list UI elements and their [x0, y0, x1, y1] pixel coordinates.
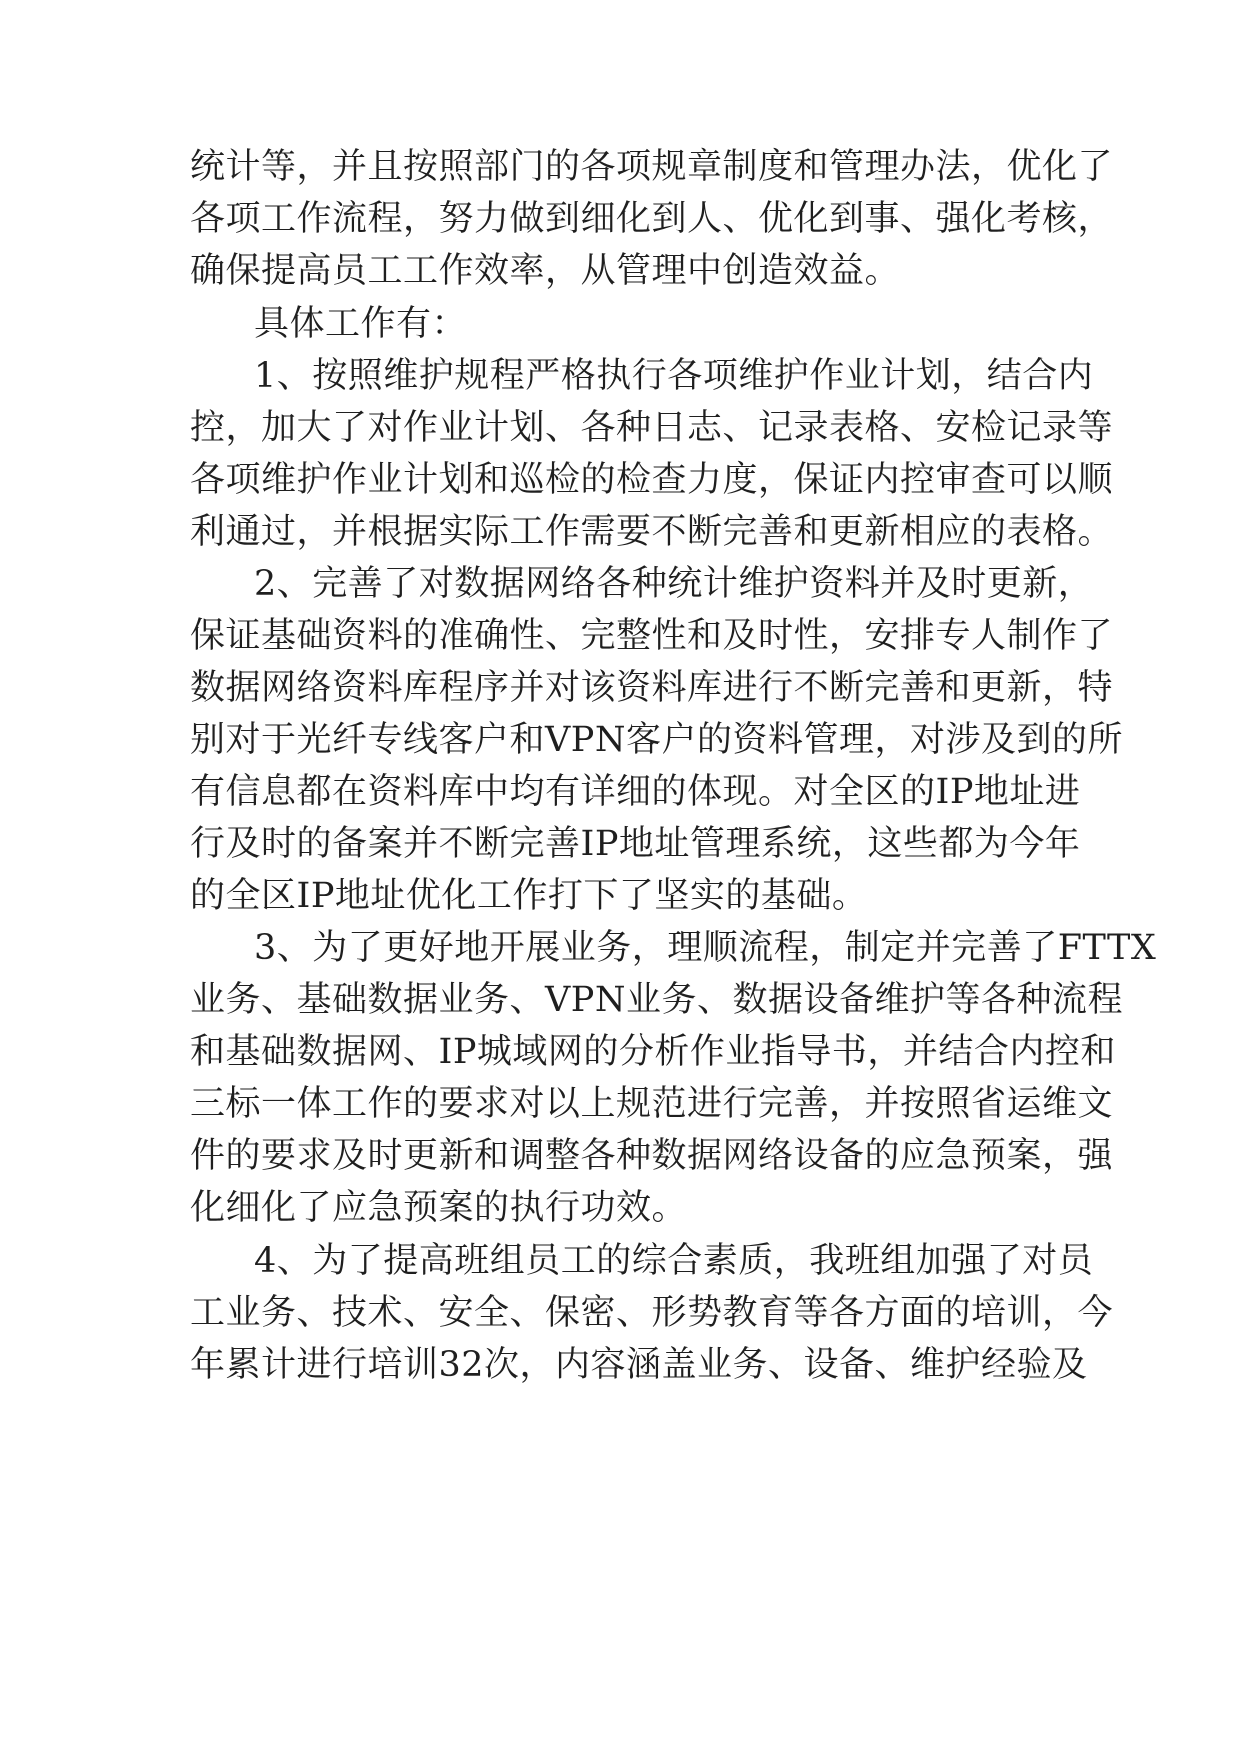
text-line: 年累计进行培训32次，内容涵盖业务、设备、维护经验及	[190, 1345, 1088, 1385]
text-line: 三标一体工作的要求对以上规范进行完善，并按照省运维文	[190, 1084, 1114, 1124]
text-line: 控，加大了对作业计划、各种日志、记录表格、安检记录等	[190, 408, 1114, 448]
text-line: 各项工作流程，努力做到细化到人、优化到事、强化考核，	[190, 199, 1114, 239]
text-line: 4、为了提高班组员工的综合素质，我班组加强了对员	[254, 1241, 1094, 1281]
text-line: 确保提高员工工作效率，从管理中创造效益。	[190, 251, 901, 291]
text-line: 行及时的备案并不断完善IP地址管理系统，这些都为今年	[190, 824, 1081, 864]
text-line: 2、完善了对数据网络各种统计维护资料并及时更新，	[254, 564, 1094, 604]
text-line: 统计等，并且按照部门的各项规章制度和管理办法，优化了	[190, 147, 1114, 187]
text-line: 保证基础资料的准确性、完整性和及时性，安排专人制作了	[190, 616, 1114, 656]
text-line: 有信息都在资料库中均有详细的体现。对全区的IP地址进	[190, 772, 1081, 812]
text-line: 别对于光纤专线客户和VPN客户的资料管理，对涉及到的所	[190, 720, 1123, 760]
text-line: 利通过，并根据实际工作需要不断完善和更新相应的表格。	[190, 512, 1114, 552]
text-line: 3、为了更好地开展业务，理顺流程，制定并完善了FTTX	[254, 928, 1157, 968]
text-line: 1、按照维护规程严格执行各项维护作业计划，结合内	[254, 356, 1094, 396]
text-line: 业务、基础数据业务、VPN业务、数据设备维护等各种流程	[190, 980, 1123, 1020]
paragraph-heading: 具体工作有：	[254, 304, 468, 344]
text-line: 工业务、技术、安全、保密、形势教育等各方面的培训，今	[190, 1293, 1114, 1333]
text-line: 数据网络资料库程序并对该资料库进行不断完善和更新，特	[190, 668, 1114, 708]
text-line: 件的要求及时更新和调整各种数据网络设备的应急预案，强	[190, 1136, 1114, 1176]
text-line: 的全区IP地址优化工作打下了坚实的基础。	[190, 876, 868, 916]
text-line: 和基础数据网、IP城域网的分析作业指导书，并结合内控和	[190, 1032, 1116, 1072]
text-line: 化细化了应急预案的执行功效。	[190, 1188, 688, 1228]
text-line: 各项维护作业计划和巡检的检查力度，保证内控审查可以顺	[190, 460, 1114, 500]
